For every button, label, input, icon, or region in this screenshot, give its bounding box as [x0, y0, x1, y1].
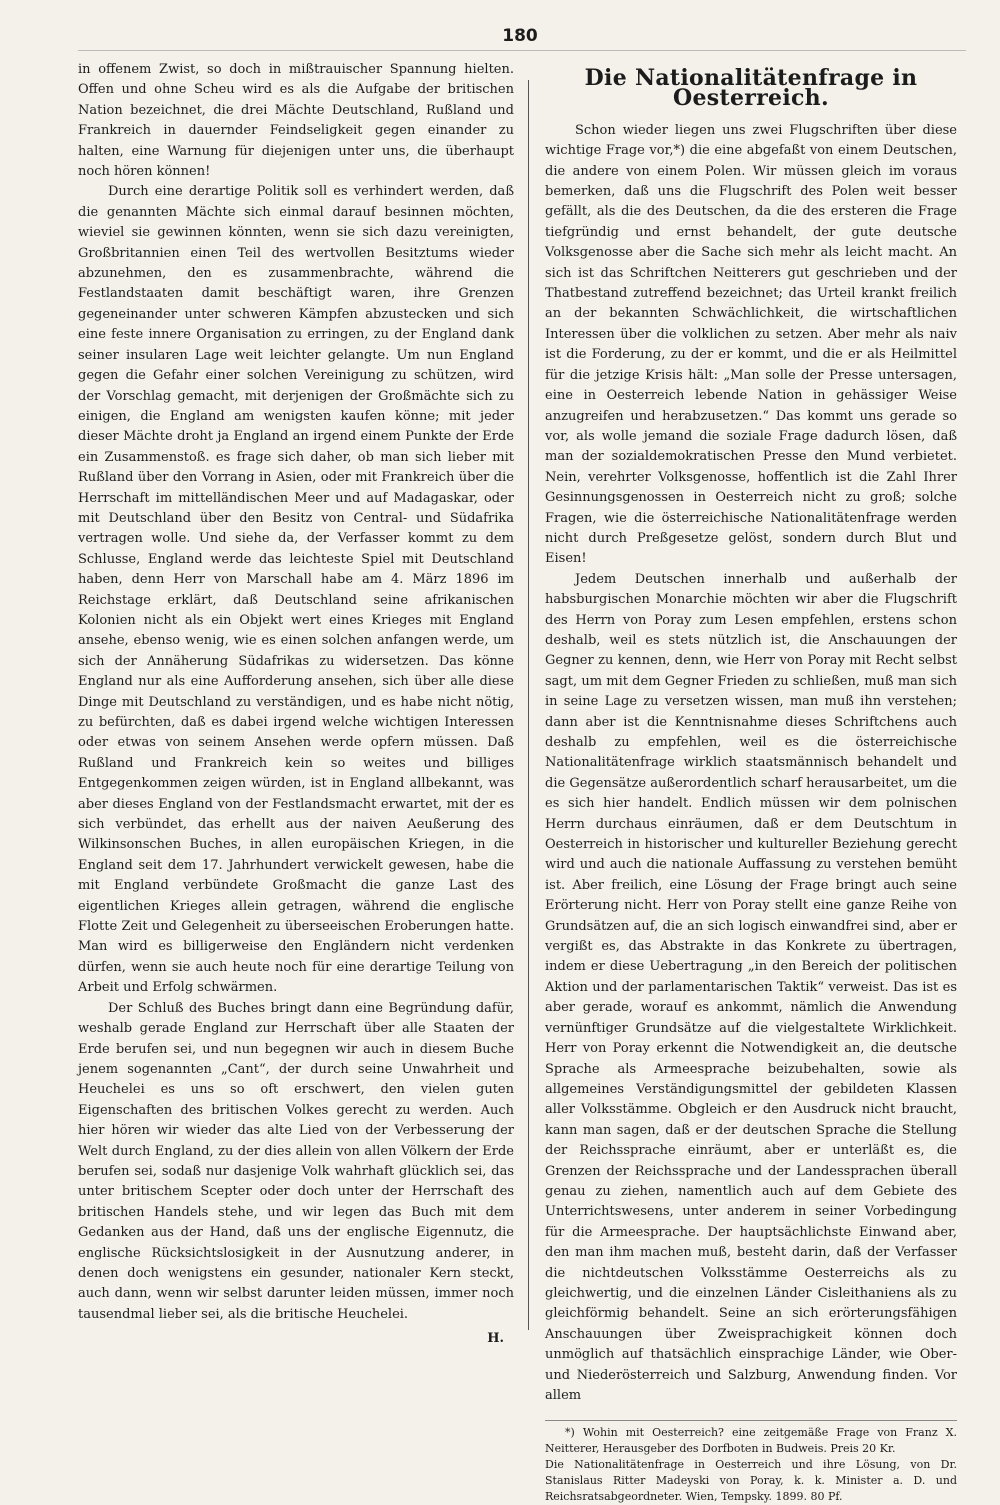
- author-signature: H.: [487, 1331, 504, 1347]
- footnote-1: *) Wohin mit Oesterreich? eine zeitgemäße Frage von Franz X. Neitterer, Herausgeber des Dorfboten in Budweis. Preis 20 Kr.: [545, 1426, 957, 1456]
- column-divider: [528, 80, 529, 1330]
- right-paragraph-2: Jedem Deutschen innerhalb und außerhalb der habsburgischen Monarchie möchten wir aber die Flugschrift des Herrn von Poray zum Lesen empfehlen, erstens schon deshalb, weil es stets nützlich ist, die Anschauungen der Gegner zu kennen, denn, wie Herr von Poray mit Recht selbst sagt, um mit dem Gegner Frieden zu schließen, muß man sich in seine Lage zu versetzen wissen, man muß ihn verstehen; dann aber ist die Kenntnisnahme dieses Schriftchens auch deshalb zu empfehlen, weil es die österreichische Nationalitätenfrage wirklich staatsmännisch behandelt und die Gegensätze außerordentlich scharf herausarbeitet, um die es sich hier handelt. Endlich müssen wir dem polnischen Herrn durchaus einräumen, daß er dem Deutschtum in Oesterreich in historischer und kultureller Beziehung gerecht wird und auch die nationale Auffassung zu verstehen bemüht ist. Aber freilich, eine Lösung der Frage bringt auch seine Erörterung nicht. Herr von Poray stellt eine ganze Reihe von Grundsätzen auf, die an sich logisch einwandfrei sind, aber er vergißt es, das Abstrakte in das Konkrete zu übertragen, indem er diese Uebertragung „in den Bereich der politischen Aktion und der parlamentarischen Taktik“ verweist. Das ist es aber gerade, worauf es ankommt, nämlich die Anwendung vernünftiger Grundsätze auf die vielgestaltete Wirklichkeit. Herr von Poray erkennt die Notwendigkeit an, die deutsche Sprache als Armeesprache beizubehalten, sowie als allgemeines Verständigungsmittel der gebildeten Klassen aller Volksstämme. Obgleich er den Ausdruck nicht braucht, kann man sagen, daß er der deutschen Sprache die Stellung der Reichssprache einräumt, aber er unterläßt es, die Grenzen der Reichssprache und der Landessprachen überall genau zu ziehen, namentlich auch auf dem Gebiete des Unterrichtswesens, unter anderem in seiner Vorbedingung für die Armeesprache. Der hauptsächlichste Einwand aber, den man ihm machen muß, besteht darin, daß der Verfasser die nichtdeutschen Volksstämme Oesterreichs als zu gleichwertig, und die einzelnen Länder Cisleithaniens als zu gleichförmig behandelt. Seine an sich erörterungsfähigen Anschauungen über Zweisprachigkeit können doch unmöglich auf thatsächlich einsprachige Länder, wie Ober- und Niederösterreich und Salzburg, Anwendung finden. Vor allem: [545, 571, 957, 1403]
- article-columns: [78, 60, 966, 1505]
- article-title: Die Nationalitätenfrage in Oesterreich.: [584, 65, 918, 112]
- right-paragraph-1: Schon wieder liegen uns zwei Flugschriften über diese wichtige Frage vor,*) die eine abgefaßt von einem Deutschen, die andere von einem Polen. Wir müssen gleich im voraus bemerken, daß uns die Flugschrift des Polen weit besser gefällt, als die des Deutschen, da die des ersteren die Frage tiefgründig und ernst behandelt, der gute deutsche Volksgenosse aber die Sache sich mehr als leicht macht. An sich ist das Schriftchen Neitterers gut geschrieben und der Thatbestand zutreffend bezeichnet; das Urteil krankt freilich an der bekannten Schwächlichkeit, die wirtschaftlichen Interessen über die volklichen zu setzen. Aber mehr als naiv ist die Forderung, zu der er kommt, und die er als Heilmittel für die jetzige Krisis hält: „Man solle der Presse untersagen, eine in Oesterreich lebende Nation in gehässiger Weise anzugreifen und herabzusetzen.“ Das kommt uns gerade so vor, als wolle jemand die soziale Frage dadurch lösen, daß man der sozialdemokratischen Presse den Mund verbietet. Nein, verehrter Volksgenosse, hoffentlich ist die Zahl Ihrer Gesinnungsgenossen in Oesterreich nicht zu groß; solche Fragen, wie die österreichische Nationalitätenfrage werden nicht durch Preßgesetze gelöst, sondern durch Blut und Eisen!: [545, 122, 957, 567]
- right-column: [537, 60, 957, 1505]
- left-paragraph-3: Der Schluß des Buches bringt dann eine Begründung dafür, weshalb gerade England zur Herrschaft über alle Staaten der Erde berufen sei, und nun begegnen wir auch in diesem Buche jenem sogenannten „Cant“, der durch seine Unwahrheit und Heuchelei es uns so oft erschwert, den vielen guten Eigenschaften des britischen Volkes gerecht zu werden. Auch hier hören wir wieder das alte Lied von der Verbesserung der Welt durch England, zu der dies allein von allen Völkern der Erde berufen sei, sodaß nur dasjenige Volk wahrhaft glücklich sei, das unter britischem Scepter oder doch unter der Herrschaft des britischen Handels stehe, und wir legen das Buch mit dem Gedanken aus der Hand, daß uns der englische Eigennutz, die englische Rücksichtslosigkeit in der Ausnutzung anderer, in denen doch wenigstens ein gesunder, nationaler Kern steckt, auch dann, wenn wir selbst darunter leiden müssen, immer noch tausendmal lieber sei, als die britische Heuchelei.: [78, 1000, 514, 1322]
- left-column: [78, 60, 524, 1505]
- page-number: 180: [502, 26, 538, 46]
- footnotes: [545, 1420, 957, 1505]
- left-paragraph-1: in offenem Zwist, so doch in mißtrauischer Spannung hielten. Offen und ohne Scheu wird es als die Aufgabe der britischen Nation bezeichnet, die drei Mächte Deutschland, Rußland und Frankreich in dauernder Feindseligkeit gegen einander zu halten, eine Warnung für diejenigen unter uns, die überhaupt noch hören können!: [78, 62, 514, 180]
- footnote-2: Die Nationalitätenfrage in Oesterreich und ihre Lösung, von Dr. Stanislaus Ritter Madeyski von Poray, k. k. Minister a. D. und Reichsratsabgeordneter. Wien, Tempsky. 1899. 80 Pf.: [545, 1458, 957, 1504]
- left-paragraph-2: Durch eine derartige Politik soll es verhindert werden, daß die genannten Mächte sich einmal darauf besinnen möchten, wieviel sie gewinnen könnten, wenn sie sich dazu vereinigten, Großbritannien einen Teil des wertvollen Besitztums wieder abzunehmen, den es zusammenbrachte, während die Festlandstaaten damit beschäftigt waren, ihre Grenzen gegeneinander unter schweren Kämpfen abzustecken und sich eine feste innere Organisation zu erringen, zu der England dank seiner insularen Lage weit leichter gelangte. Um nun England gegen die Gefahr einer solchen Vereinigung zu schützen, wird der Vorschlag gemacht, mit derjenigen der Großmächte sich zu einigen, die England am wenigsten kaufen könne; mit jeder dieser Mächte droht ja England an irgend einem Punkte der Erde ein Zusammenstoß. es frage sich daher, ob man sich lieber mit Rußland über den Vorrang in Asien, oder mit Frankreich über die Herrschaft im mittelländischen Meer und auf Madagaskar, oder mit Deutschland über den Besitz von Central- und Südafrika vertragen wolle. Und siehe da, der Verfasser kommt zu dem Schlusse, England werde das leichteste Spiel mit Deutschland haben, denn Herr von Marschall habe am 4. März 1896 im Reichstage erklärt, daß Deutschland seine afrikanischen Kolonien nicht als ein Objekt wert eines Krieges mit England ansehe, ebenso wenig, wie es einen solchen anfangen werde, um sich der Annäherung Südafrikas zu widersetzen. Das könne England nur als eine Aufforderung ansehen, sich über alle diese Dinge mit Deutschland zu verständigen, und es habe nicht nötig, zu befürchten, daß es dabei irgend welche wichtigen Interessen oder etwas von seinem Ansehen werde opfern müssen. Daß Rußland und Frankreich kein so weites und billiges Entgegenkommen zeigen würden, ist in England allbekannt, was aber dieses England von der Festlandsmacht erwartet, mit der es sich verbündet, das erhellt aus der naiven Aeußerung des Wilkinsonschen Buches, in allen europäischen Kriegen, in die England seit dem 17. Jahrhundert verwickelt gewesen, habe die mit England verbündete Großmacht die ganze Last des eigentlichen Krieges allein getragen, während die englische Flotte Zeit und Gelegenheit zu überseeischen Eroberungen hatte. Man wird es billigerweise den Engländern nicht verdenken dürfen, wenn sie auch heute noch für eine derartige Teilung von Arbeit und Erfolg schwärmen.: [78, 184, 514, 996]
- header-rule: [78, 50, 966, 51]
